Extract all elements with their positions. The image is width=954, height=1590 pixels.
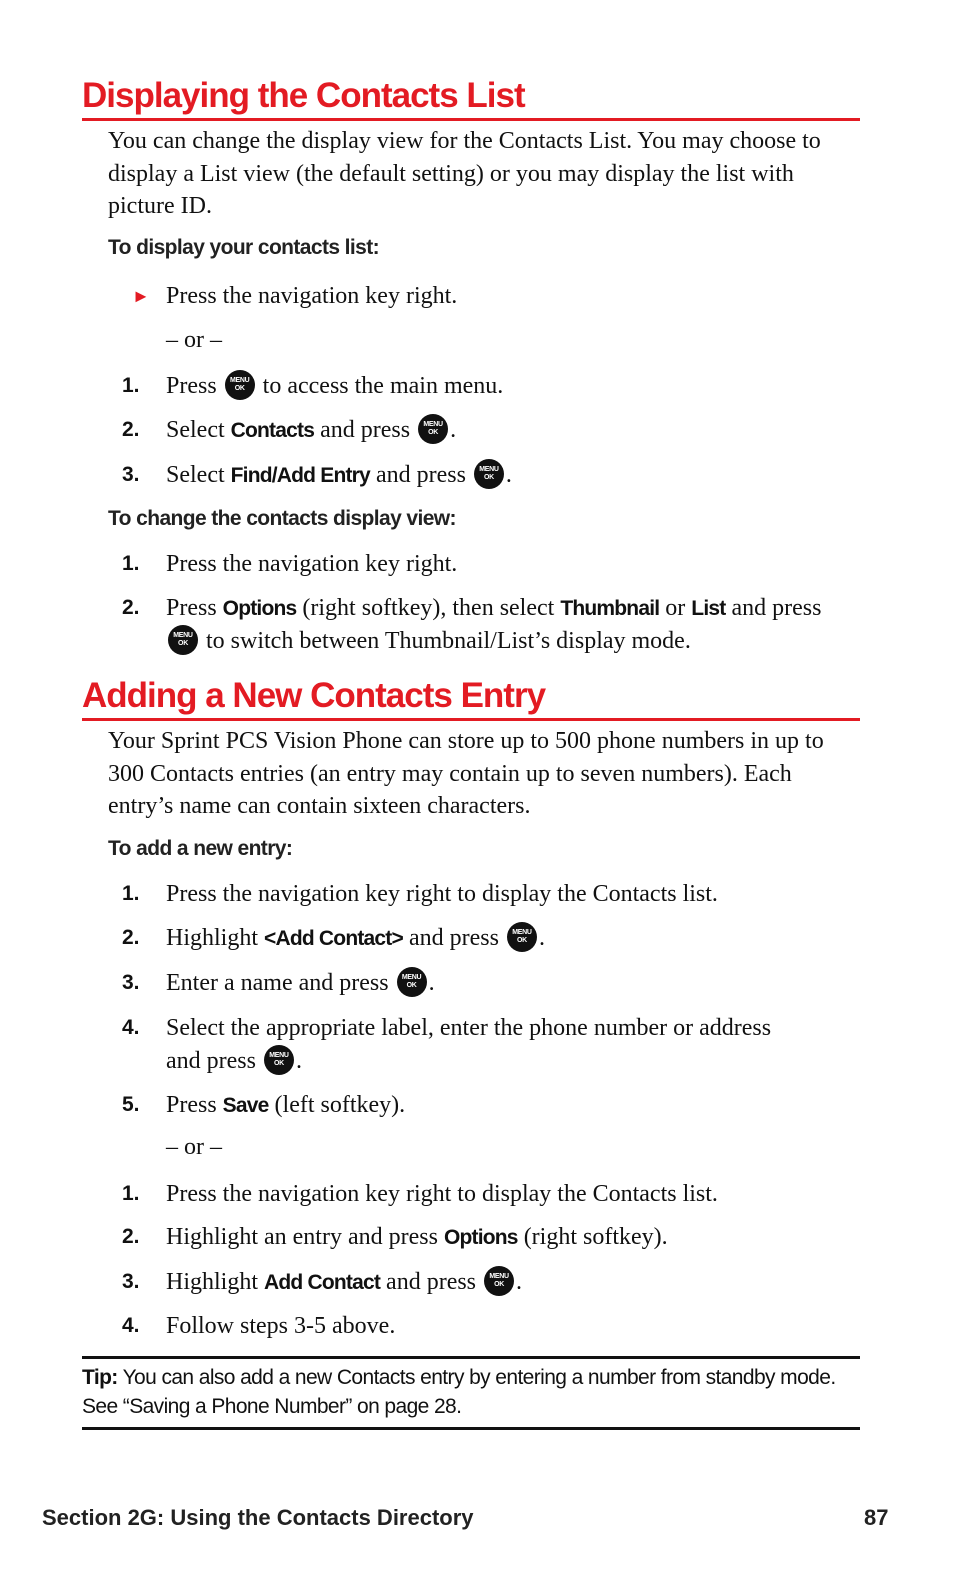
command-label: <Add Contact> (264, 927, 403, 950)
step-text: Press the navigation key right. (166, 283, 458, 309)
step-text: Enter a name and press MENU OK . (166, 967, 435, 1000)
command-label: Options (443, 1226, 518, 1249)
section-intro: Your Sprint PCS Vision Phone can store up to 500 phone numbers in up to 300 Contacts entries (an entry may contain up to seven numbers). Each entry’s name can contain sixteen characters. (108, 728, 824, 819)
footer-section-title: Section 2G: Using the Contacts Directory (42, 1505, 474, 1530)
step-number: 2. (122, 1225, 140, 1248)
step-number: 1. (122, 552, 140, 575)
step-item (108, 878, 858, 918)
step-text: Press Save (left softkey). (166, 1092, 406, 1118)
page-number: 87 (864, 1505, 889, 1530)
step-number: 4. (122, 1314, 140, 1337)
command-label: Options (222, 597, 297, 620)
section-title-displaying-contacts: Displaying the Contacts List (82, 76, 860, 121)
menu-ok-key-icon: MENU OK (507, 922, 537, 952)
step-item (108, 592, 858, 662)
step-text: Press the navigation key right to display the Contacts list. (166, 881, 718, 907)
step-text: Press the navigation key right. (166, 551, 458, 577)
step-number: 5. (122, 1093, 140, 1116)
step-number: 3. (122, 971, 140, 994)
menu-ok-key-icon: MENU OK (418, 414, 448, 444)
step-text: Select the appropriate label, enter the phone number or address and press MENU OK . (166, 1015, 772, 1074)
step-item (108, 1089, 858, 1129)
command-label: Thumbnail (560, 597, 660, 620)
step-item (108, 1012, 858, 1082)
step-text: Highlight Add Contact and press MENU OK . (166, 1266, 522, 1299)
step-text: Highlight an entry and press Options (right softkey). (166, 1224, 668, 1250)
menu-ok-key-icon: MENU OK (264, 1045, 294, 1075)
step-text: Select Find/Add Entry and press MENU OK . (166, 459, 512, 492)
tip-text: You can also add a new Contacts entry by entering a number from standby mode. See “Saving a Phone Number” on page 28. (82, 1366, 836, 1418)
step-number: 1. (122, 882, 140, 905)
step-number: 1. (122, 374, 140, 397)
step-text: Highlight <Add Contact> and press MENU OK . (166, 922, 545, 955)
step-number: 1. (122, 1182, 140, 1205)
command-label: List (691, 597, 726, 620)
step-item (108, 548, 858, 588)
or-separator: – or – (166, 1134, 222, 1160)
procedure-heading: To change the contacts display view: (108, 507, 456, 530)
step-item (108, 1310, 858, 1350)
tip-box (82, 1356, 860, 1430)
section-title-adding-entry: Adding a New Contacts Entry (82, 676, 860, 721)
step-number: 2. (122, 926, 140, 949)
command-label: Contacts (230, 419, 315, 442)
step-text: Follow steps 3-5 above. (166, 1313, 396, 1339)
menu-ok-key-icon: MENU OK (484, 1266, 514, 1296)
tip-label: Tip: (82, 1366, 118, 1389)
arrow-bullet-icon: ► (132, 286, 150, 306)
command-label: Find/Add Entry (230, 464, 370, 487)
command-label: Save (222, 1094, 269, 1117)
step-item (108, 967, 858, 1007)
step-item (108, 1266, 858, 1306)
procedure-heading: To display your contacts list: (108, 236, 379, 259)
procedure-heading: To add a new entry: (108, 837, 293, 860)
or-separator: – or – (166, 327, 222, 353)
menu-ok-key-icon: MENU OK (168, 625, 198, 655)
section-intro: You can change the display view for the Contacts List. You may choose to display a List view (the default setting) or you may display the list with picture ID. (108, 128, 821, 219)
step-item (108, 370, 858, 410)
step-text: Select Contacts and press MENU OK . (166, 414, 456, 447)
step-number: 4. (122, 1016, 140, 1039)
step-item (108, 1178, 858, 1218)
command-label: Add Contact (264, 1271, 381, 1294)
menu-ok-key-icon: MENU OK (474, 459, 504, 489)
step-item (108, 459, 858, 499)
step-item (108, 414, 858, 454)
step-number: 3. (122, 1270, 140, 1293)
menu-ok-key-icon: MENU OK (397, 967, 427, 997)
step-number: 2. (122, 418, 140, 441)
menu-ok-key-icon: MENU OK (225, 370, 255, 400)
step-text: Press Options (right softkey), then select Thumbnail or List and press MENU OK to switch between Thumbnail/List’s display mode. (166, 595, 822, 654)
bullet-step (108, 280, 858, 320)
step-text: Press the navigation key right to display the Contacts list. (166, 1181, 718, 1207)
step-number: 2. (122, 596, 140, 619)
step-item (108, 1221, 858, 1261)
step-number: 3. (122, 463, 140, 486)
step-text: Press MENU OK to access the main menu. (166, 370, 503, 403)
step-item (108, 922, 858, 962)
